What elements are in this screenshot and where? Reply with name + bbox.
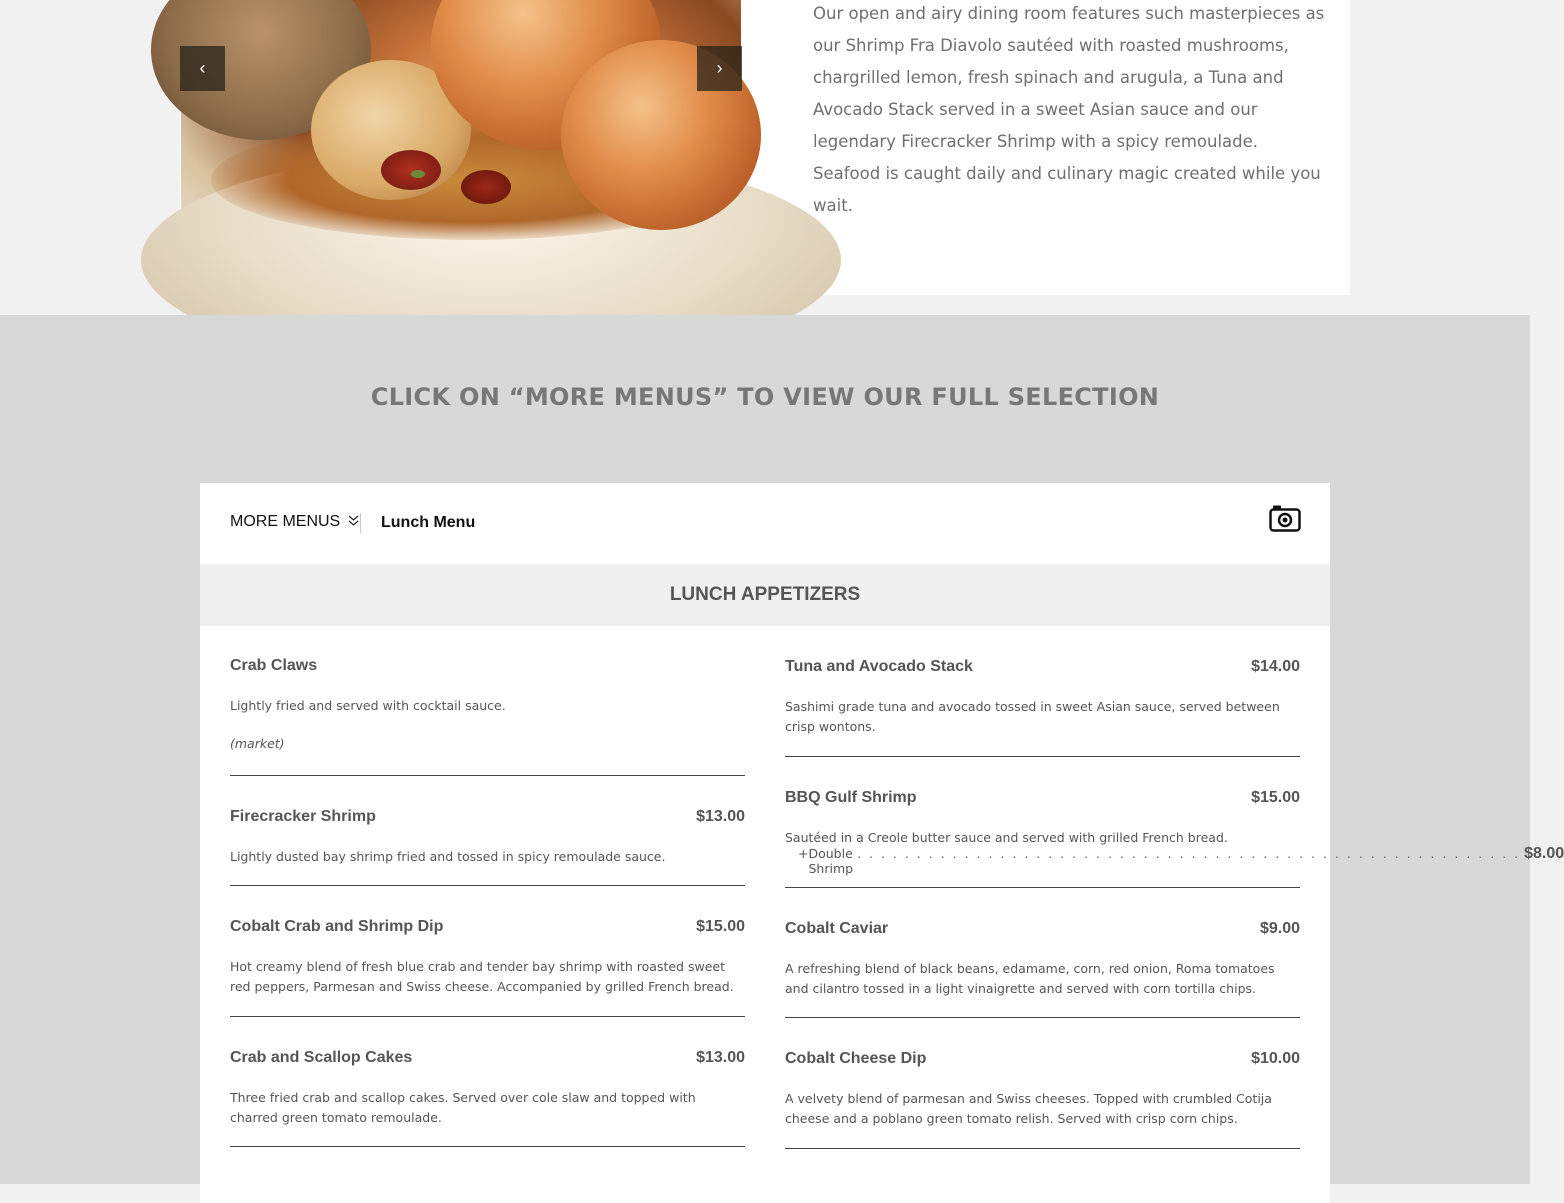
item-name: Cobalt Caviar <box>785 920 889 937</box>
item-description: A refreshing blend of black beans, edamame, corn, red onion, Roma tomatoes and cilantro tossed in a light vinaigrette and served with corn tortilla chips. <box>785 961 1275 996</box>
section-title-lunch-appetizers: LUNCH APPETIZERS <box>200 564 1330 626</box>
item-addon <box>798 845 1564 876</box>
pepper-shape <box>461 170 511 204</box>
herb-shape <box>411 170 425 178</box>
more-menus-label: MORE MENUS <box>230 513 341 530</box>
item-description: A velvety blend of parmesan and Swiss cheeses. Topped with crumbled Cotija cheese and a poblano green tomato relish. Served with crisp corn chips. <box>785 1091 1272 1126</box>
item-description: Lightly dusted bay shrimp fried and tossed in spicy remoulade sauce. <box>230 849 666 864</box>
plus-icon: + <box>798 846 809 861</box>
menu-section <box>0 315 1564 1184</box>
item-price: $13.00 <box>696 1049 745 1066</box>
item-divider <box>230 775 745 776</box>
double-chevron-down-icon <box>348 515 359 528</box>
item-price: $9.00 <box>1259 920 1300 937</box>
item-price-note: (market) <box>230 736 285 751</box>
intro-card <box>180 0 1350 295</box>
slider-next-button[interactable]: › <box>697 46 742 91</box>
menu-item <box>785 658 1300 758</box>
item-description: Three fried crab and scallop cakes. Served over cole slaw and topped with charred green tomato remoulade. <box>230 1090 696 1125</box>
item-divider <box>785 756 1300 757</box>
item-name: Crab Claws <box>230 657 318 674</box>
toolbar-divider <box>360 513 361 533</box>
addon-price: $8.00 <box>1524 845 1564 862</box>
menu-item <box>230 657 745 777</box>
menu-card <box>200 483 1564 1203</box>
addon-label: Double Shrimp <box>808 846 854 876</box>
menu-item <box>230 1049 745 1149</box>
item-price: $15.00 <box>1251 789 1300 806</box>
item-price: $14.00 <box>1251 658 1300 675</box>
item-name: Tuna and Avocado Stack <box>785 658 973 675</box>
item-name: Crab and Scallop Cakes <box>230 1049 413 1066</box>
menu-toolbar <box>200 483 1330 564</box>
intro-description: Our open and airy dining room features such masterpieces as our Shrimp Fra Diavolo sautéed with roasted mushrooms, chargrilled lemon, fresh spinach and arugula, a Tuna and Avocado Stack served in a sweet Asian sauce and our legendary Firecracker Shrimp with a spicy remoulade. Seafood is caught daily and culinary magic created while you wait. <box>813 4 1325 215</box>
item-divider <box>230 1016 745 1017</box>
item-description: Lightly fried and served with cocktail sauce. <box>230 698 506 713</box>
menu-item <box>785 1050 1300 1150</box>
item-description: Hot creamy blend of fresh blue crab and tender bay shrimp with roasted sweet red peppers, Parmesan and Swiss cheese. Accompanied by grilled French bread. <box>230 959 734 994</box>
menu-item <box>785 789 1564 889</box>
food-photo-slider <box>181 0 741 262</box>
item-name: Cobalt Cheese Dip <box>785 1050 927 1067</box>
item-name: Firecracker Shrimp <box>230 808 376 825</box>
item-description: Sautéed in a Creole butter sauce and served with grilled French bread. <box>785 830 1228 845</box>
menu-item <box>785 920 1300 1020</box>
menu-item <box>230 918 745 1018</box>
item-divider <box>785 1017 1300 1018</box>
item-divider <box>785 887 1300 888</box>
item-divider <box>230 1146 745 1147</box>
item-divider <box>785 1148 1300 1149</box>
item-price: $15.00 <box>696 918 745 935</box>
slider-prev-button[interactable]: ‹ <box>180 46 225 91</box>
item-description: Sashimi grade tuna and avocado tossed in sweet Asian sauce, served between crisp wontons. <box>785 699 1280 734</box>
current-menu-label[interactable]: Lunch Menu <box>381 514 476 531</box>
item-price: $10.00 <box>1251 1050 1300 1067</box>
intro-section <box>0 0 1530 315</box>
pepper-shape <box>381 150 441 190</box>
item-name: Cobalt Crab and Shrimp Dip <box>230 918 444 935</box>
item-name: BBQ Gulf Shrimp <box>785 789 917 806</box>
menu-item <box>230 808 745 888</box>
camera-icon[interactable] <box>1269 504 1301 532</box>
menu-heading: CLICK ON “MORE MENUS” TO VIEW OUR FULL SELECTION <box>370 383 1160 411</box>
item-divider <box>230 885 745 886</box>
item-price: $13.00 <box>696 808 745 825</box>
more-menus-dropdown[interactable] <box>230 513 359 531</box>
dot-leader: . . . . . . . . . . . . . . . . . . . . . . . . . . . . . . . . . . . . . . . . . . . . . . . . . . . . . . . . <box>857 846 1521 861</box>
